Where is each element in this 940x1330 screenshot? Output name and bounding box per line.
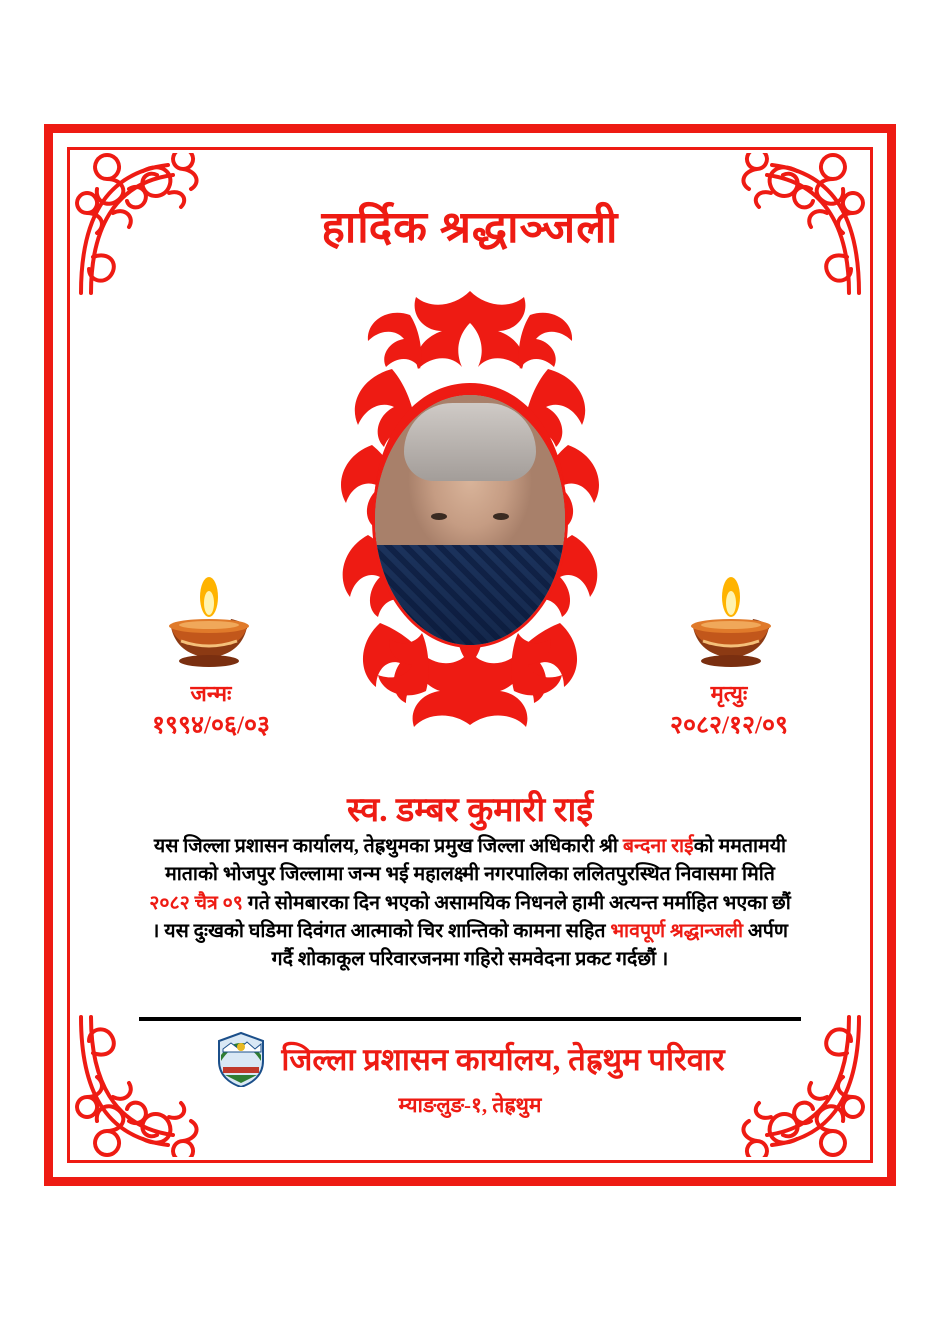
organization-name: जिल्ला प्रशासन कार्यालय, तेह्रथुम परिवार [281,1042,725,1077]
oil-lamp-icon [157,553,261,671]
death-label: मृत्युः [710,681,748,706]
footer [53,1031,887,1119]
message-text: यस जिल्ला प्रशासन कार्यालय, तेह्रथुमका प्रमुख जिल्ला अधिकारी श्री [153,836,623,857]
highlighted-text: श्रद्धान्जली [670,920,743,942]
portrait-section [260,273,680,743]
highlighted-text: २०८२ चैत्र ०९ [149,892,243,914]
message-text: गते सोमबारका दिन भएको असामयिक निधनले हामी अत्यन्त मर्माहित भएका छौं । यस दुःखको घडिमा दिवंगत आत्माको चिर शान्तिको कामना सहित [152,892,791,942]
oil-lamp-icon [679,553,783,671]
death-date-block [619,679,839,742]
birth-label: जन्मः [190,681,232,706]
footer-divider [139,1017,801,1021]
message-text: को ममतामयी माताको भोजपुर जिल्लामा जन्म भई महालक्ष्मी नगरपालिका ललितपुरस्थित निवासमा मिति [165,836,787,886]
death-value: २०८२/१२/०९ [670,711,788,739]
message-text: अर्पण गर्दै शोकाकूल परिवारजनमा गहिरो समवेदना प्रकट गर्दछौं । [271,920,788,971]
page-title: हार्दिक श्रद्धाञ्जली [321,203,619,252]
condolence-message [149,833,791,974]
organization-address: म्याङलुङ-१, तेह्रथुम [398,1093,542,1117]
deceased-name: स्व. डम्बर कुमारी राई [346,792,594,829]
deceased-portrait-photo [375,395,565,645]
highlighted-text: बन्दना राई [622,836,694,857]
highlighted-text: भावपूर्ण [610,920,666,942]
nepal-government-emblem-icon [215,1031,267,1087]
condolence-poster [44,124,896,1186]
birth-value: १९९४/०६/०३ [152,711,270,739]
birth-date-block [101,679,321,742]
